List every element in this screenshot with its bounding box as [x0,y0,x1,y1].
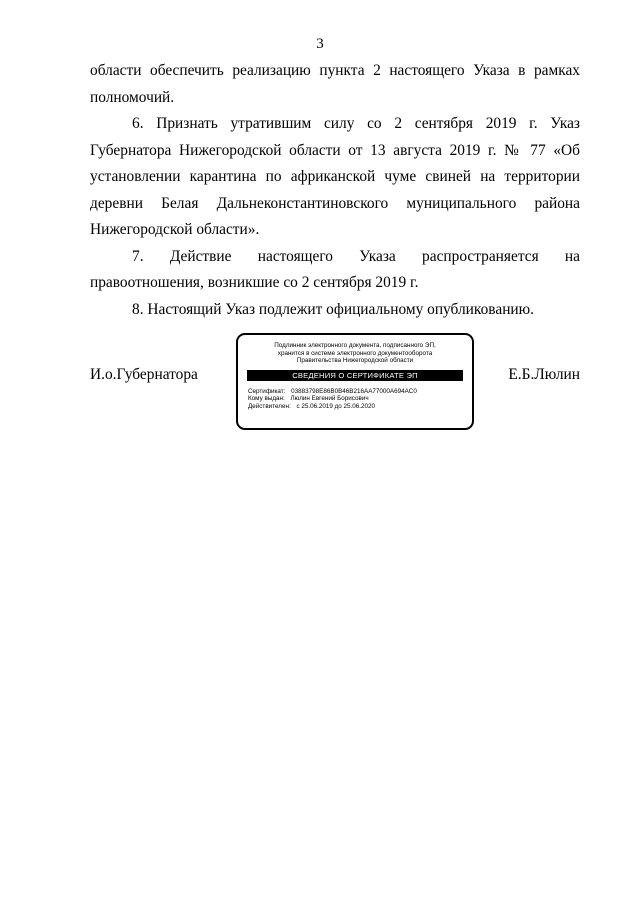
stamp-issued-to-row [248,395,472,403]
paragraph-item-8: 8. Настоящий Указ подлежит официальному опубликованию. [132,300,535,318]
validity-label: Действителен: [248,402,291,410]
electronic-signature-stamp [236,333,474,430]
stamp-details [248,388,472,411]
stamp-validity-row [248,403,472,411]
issued-to-label: Кому выдан: [248,395,285,403]
stamp-header-line: Правительства Нижегородской области [296,357,414,365]
stamp-title-bar: СВЕДЕНИЯ О СЕРТИФИКАТЕ ЭП [247,370,463,381]
document-body [90,58,580,323]
stamp-header-line: Подлинник электронного документа, подписанного ЭП, [274,342,436,349]
certificate-value: 03883798E86B0B46B216AA77000A694AC0 [291,387,417,395]
paragraph-item-6: 6. Признать утратившим силу со 2 сентября 2019 г. Указ Губернатора Нижегородской области от 13 августа 2019 г. № 77 «Об установлении карантина по африканской чуме свиней на территории деревни Белая Дальнеконстантиновского муниципального района Нижегородской области». [90,115,580,238]
validity-value: с 25.06.2019 до 25.06.2020 [296,402,376,410]
signatory-position: И.о.Губернатора [90,366,198,383]
certificate-label: Сертификат: [248,387,286,395]
page-number: 3 [316,36,324,52]
signatory-name: Е.Б.Люлин [508,366,580,383]
paragraph-continuation: области обеспечить реализацию пункта 2 настоящего Указа в рамках полномочий. [90,62,580,106]
paragraph-item-7: 7. Действие настоящего Указа распространяется на правоотношения, возникшие со 2 сентября 2019 г. [90,247,580,291]
stamp-header-line: хранится в системе электронного документооборота [277,349,433,357]
stamp-header [238,342,472,365]
issued-to-value: Люлин Евгений Борисович [290,395,369,403]
